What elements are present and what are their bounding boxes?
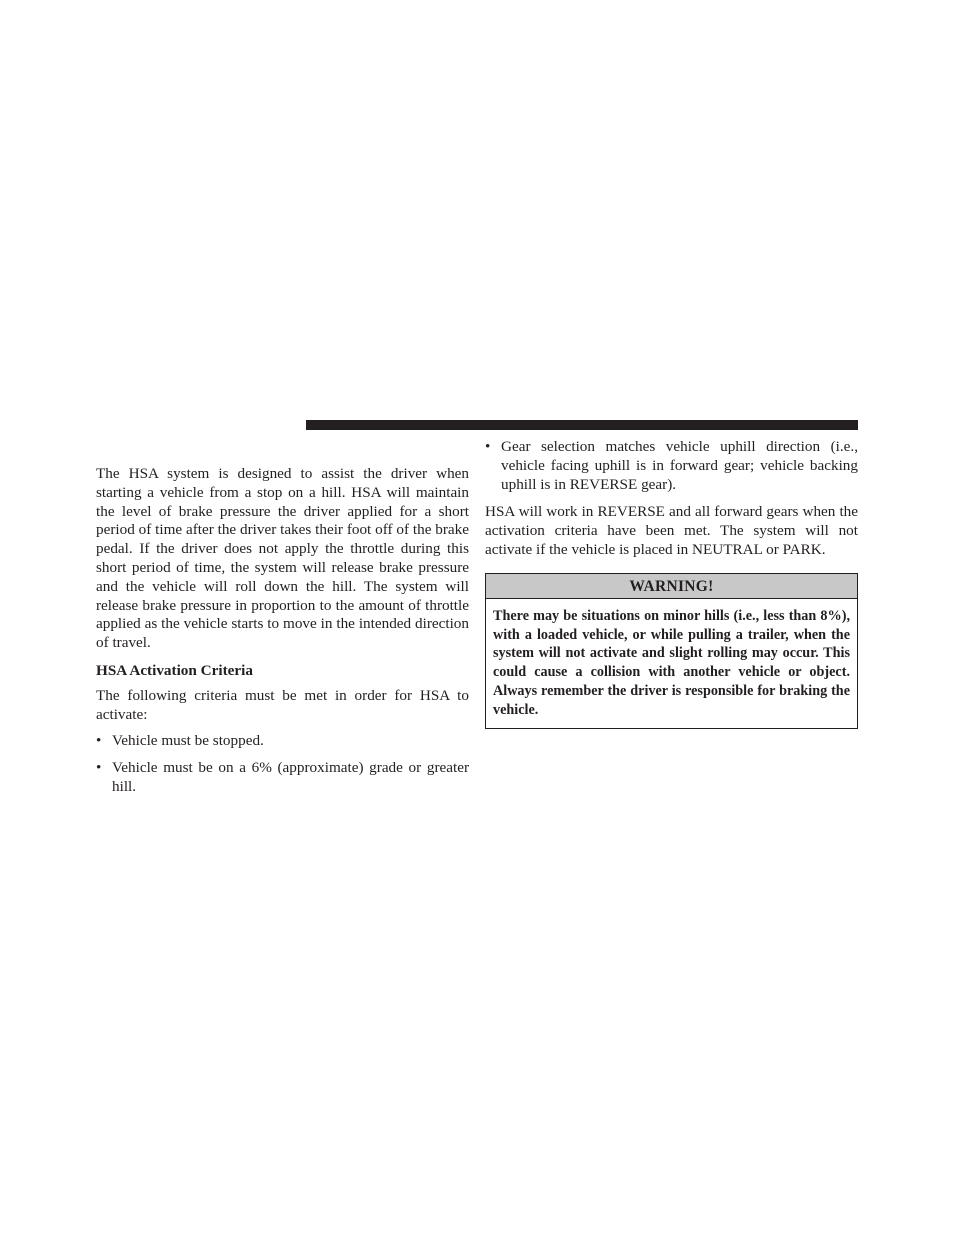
list-item-text: Vehicle must be on a 6% (approximate) grade or greater hill. xyxy=(112,759,469,795)
hsa-description-paragraph: The HSA system is designed to assist the driver when starting a vehicle from a stop on a hill. HSA will maintain the level of brake pressure the driver applied for a short period of time after the driver takes their foot off of the brake pedal. If the driver does not apply the throttle during this short period of time, the system will release brake pressure and the vehicle will roll down the hill. The system will release brake pressure in proportion to the amount of throttle applied as the vehicle starts to move in the intended direction of travel. xyxy=(96,465,469,652)
list-item xyxy=(96,732,469,751)
left-column xyxy=(96,465,469,805)
warning-title: WARNING! xyxy=(486,574,857,599)
bullet-icon: • xyxy=(96,732,102,750)
section-heading: HSA Activation Criteria xyxy=(96,661,253,679)
criteria-list xyxy=(96,732,469,796)
list-item xyxy=(485,438,858,494)
list-item xyxy=(96,759,469,797)
criteria-intro: The following criteria must be met in order for HSA to activate: xyxy=(96,686,469,723)
bullet-icon: • xyxy=(96,759,102,777)
bullet-icon: • xyxy=(485,438,491,455)
reverse-gear-paragraph: HSA will work in REVERSE and all forward gears when the activation criteria have been met. The system will not activate if the vehicle is placed in NEUTRAL or PARK. xyxy=(485,503,858,558)
list-item-text: Vehicle must be stopped. xyxy=(112,732,264,750)
right-column xyxy=(485,438,858,729)
header-rule xyxy=(306,420,858,430)
list-item-text: Gear selection matches vehicle uphill direction (i.e., vehicle facing uphill is in forward gear; vehicle backing uphill is in REVERSE gear). xyxy=(501,438,858,493)
criteria-list-continued xyxy=(485,438,858,494)
warning-box xyxy=(485,573,858,729)
warning-text: There may be situations on minor hills (i.e., less than 8%), with a loaded vehicle, or while pulling a trailer, when the system will not activate and slight rolling may occur. This could cause a collision with another vehicle or object. Always remember the driver is responsible for braking the vehicle. xyxy=(493,607,850,718)
